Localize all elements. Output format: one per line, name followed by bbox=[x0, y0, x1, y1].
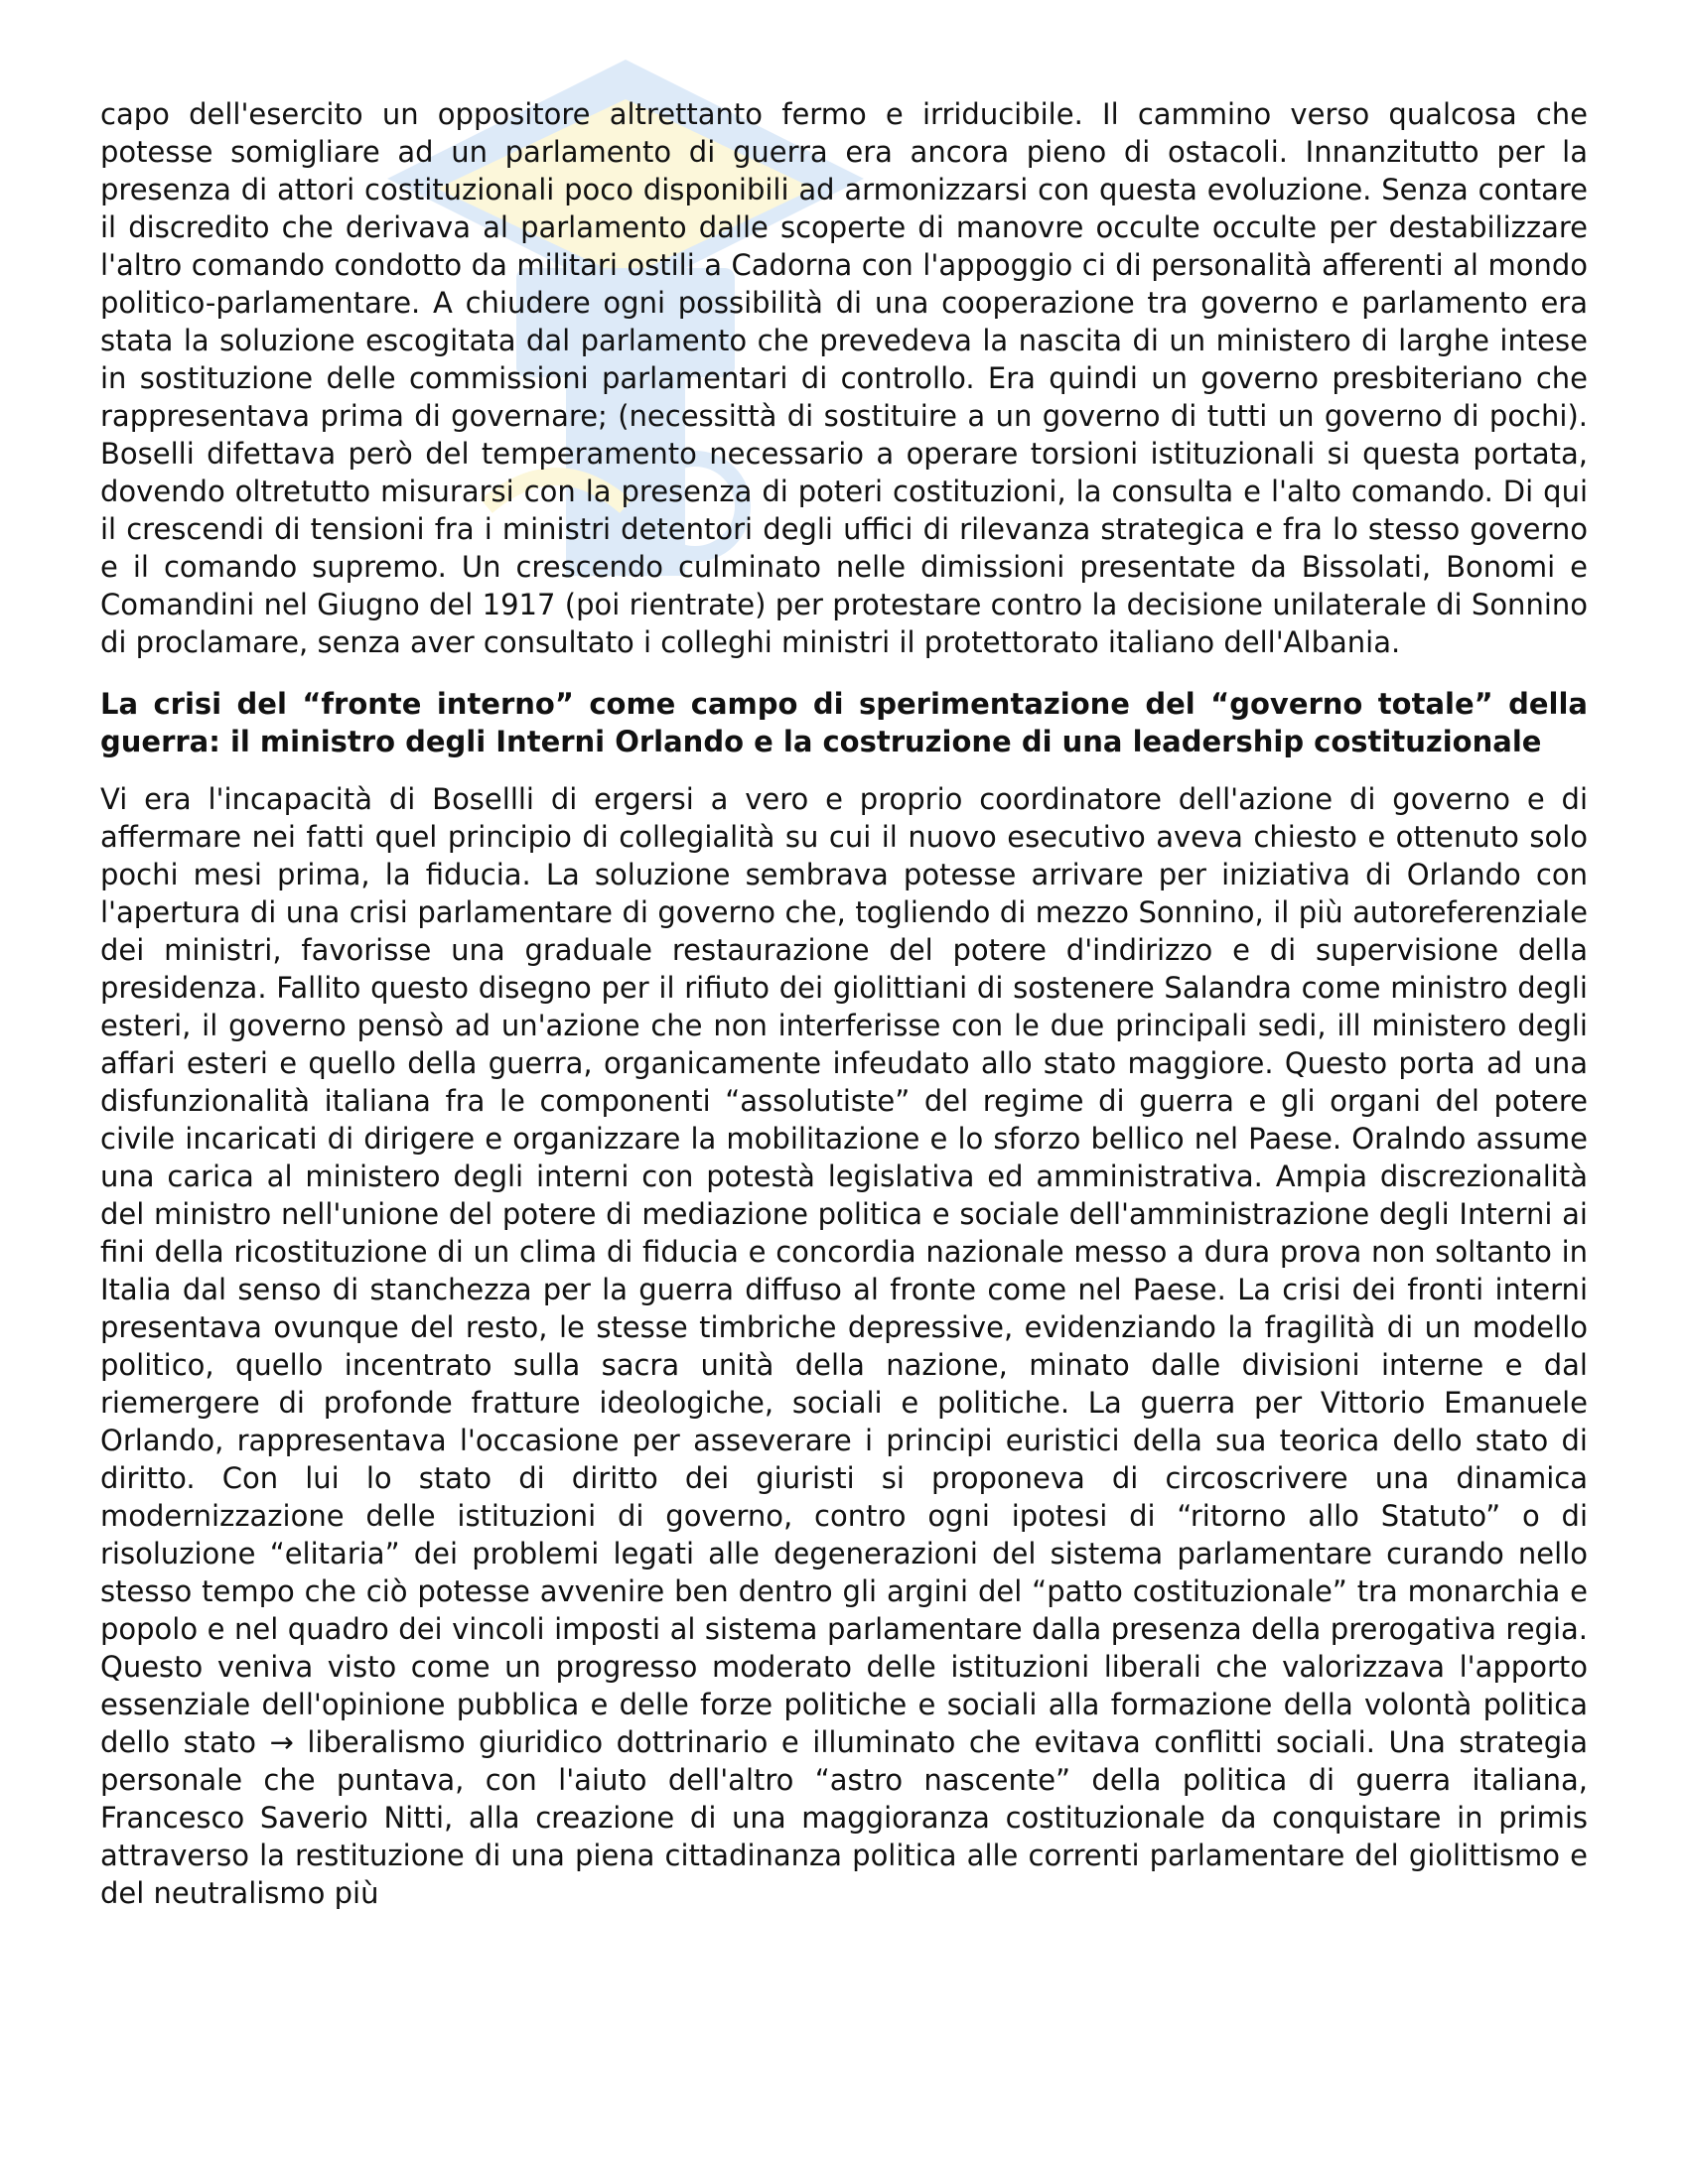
section-heading: La crisi del “fronte interno” come campo di sperimentazione del “governo totale” della guerra: il ministro degli Interni Orlando e la costruzione di una leadership costituzionale bbox=[100, 687, 1588, 758]
document-body bbox=[100, 95, 1588, 1912]
paragraph-2: Vi era l'incapacità di Bosellli di ergersi a vero e proprio coordinatore dell'azione di governo e di affermare nei fatti quel principio di collegialità su cui il nuovo esecutivo aveva chiesto e ottenuto solo pochi mesi prima, la fiducia. La soluzione sembrava potesse arrivare per iniziativa di Orlando con l'apertura di una crisi parlamentare di governo che, togliendo di mezzo Sonnino, il più autoreferenziale dei ministri, favorisse una graduale restaurazione del potere d'indirizzo e di supervisione della presidenza. Fallito questo disegno per il rifiuto dei giolittiani di sostenere Salandra come ministro degli esteri, il governo pensò ad un'azione che non interferisse con le due principali sedi, ill ministero degli affari esteri e quello della guerra, organicamente infeudato allo stato maggiore. Questo porta ad una disfunzionalità italiana fra le componenti “assolutiste” del regime di guerra e gli organi del potere civile incaricati di dirigere e organizzare la mobilitazione e lo sforzo bellico nel Paese. Oralndo assume una carica al ministero degli interni con potestà legislativa ed amministrativa. Ampia discrezionalità del ministro nell'unione del potere di mediazione politica e sociale dell'amministrazione degli Interni ai fini della ricostituzione di un clima di fiducia e concordia nazionale messo a dura prova non soltanto in Italia dal senso di stanchezza per la guerra diffuso al fronte come nel Paese. La crisi dei fronti interni presentava ovunque del resto, le stesse timbriche depressive, evidenziando la fragilità di un modello politico, quello incentrato sulla sacra unità della nazione, minato dalle divisioni interne e dal riemergere di profonde fratture ideologiche, sociali e politiche. La guerra per Vittorio Emanuele Orlando, rappresentava l'occasione per asseverare i principi euristici della sua teorica dello stato di diritto. Con lui lo stato di diritto dei giuristi si proponeva di circoscrivere una dinamica modernizzazione delle istituzioni di governo, contro ogni ipotesi di “ritorno allo Statuto” o di risoluzione “elitaria” dei problemi legati alle degenerazioni del sistema parlamentare curando nello stesso tempo che ciò potesse avvenire ben dentro gli argini del “patto costituzionale” tra monarchia e popolo e nel quadro dei vincoli imposti al sistema parlamentare dalla presenza della prerogativa regia. Questo veniva visto come un progresso moderato delle istituzioni liberali che valorizzava l'apporto essenziale dell'opinione pubblica e delle forze politiche e sociali alla formazione della volontà politica dello stato → liberalismo giuridico dottrinario e illuminato che evitava conflitti sociali. Una strategia personale che puntava, con l'aiuto dell'altro “astro nascente” della politica di guerra italiana, Francesco Saverio Nitti, alla creazione di una maggioranza costituzionale da conquistare in primis attraverso la restituzione di una piena cittadinanza politica alle correnti parlamentare del giolittismo e del neutralismo più bbox=[100, 782, 1588, 1910]
paragraph-1: capo dell'esercito un oppositore altrettanto fermo e irriducibile. Il cammino verso qualcosa che potesse somigliare ad un parlamento di guerra era ancora pieno di ostacoli. Innanzitutto per la presenza di attori costituzionali poco disponibili ad armonizzarsi con questa evoluzione. Senza contare il discredito che derivava al parlamento dalle scoperte di manovre occulte occulte per destabilizzare l'altro comando condotto da militari ostili a Cadorna con l'appoggio ci di personalità afferenti al mondo politico-parlamentare. A chiudere ogni possibilità di una cooperazione tra governo e parlamento era stata la soluzione escogitata dal parlamento che prevedeva la nascita di un ministero di larghe intese in sostituzione delle commissioni parlamentari di controllo. Era quindi un governo presbiteriano che rappresentava prima di governare; (necessittà di sostituire a un governo di tutti un governo di pochi). Boselli difettava però del temperamento necessario a operare torsioni istituzionali si questa portata, dovendo oltretutto misurarsi con la presenza di poteri costituzioni, la consulta e l'alto comando. Di qui il crescendi di tensioni fra i ministri detentori degli uffici di rilevanza strategica e fra lo stesso governo e il comando supremo. Un crescendo culminato nelle dimissioni presentate da Bissolati, Bonomi e Comandini nel Giugno del 1917 (poi rientrate) per protestare contro la decisione unilaterale di Sonnino di proclamare, senza aver consultato i colleghi ministri il protettorato italiano dell'Albania. bbox=[100, 97, 1588, 659]
